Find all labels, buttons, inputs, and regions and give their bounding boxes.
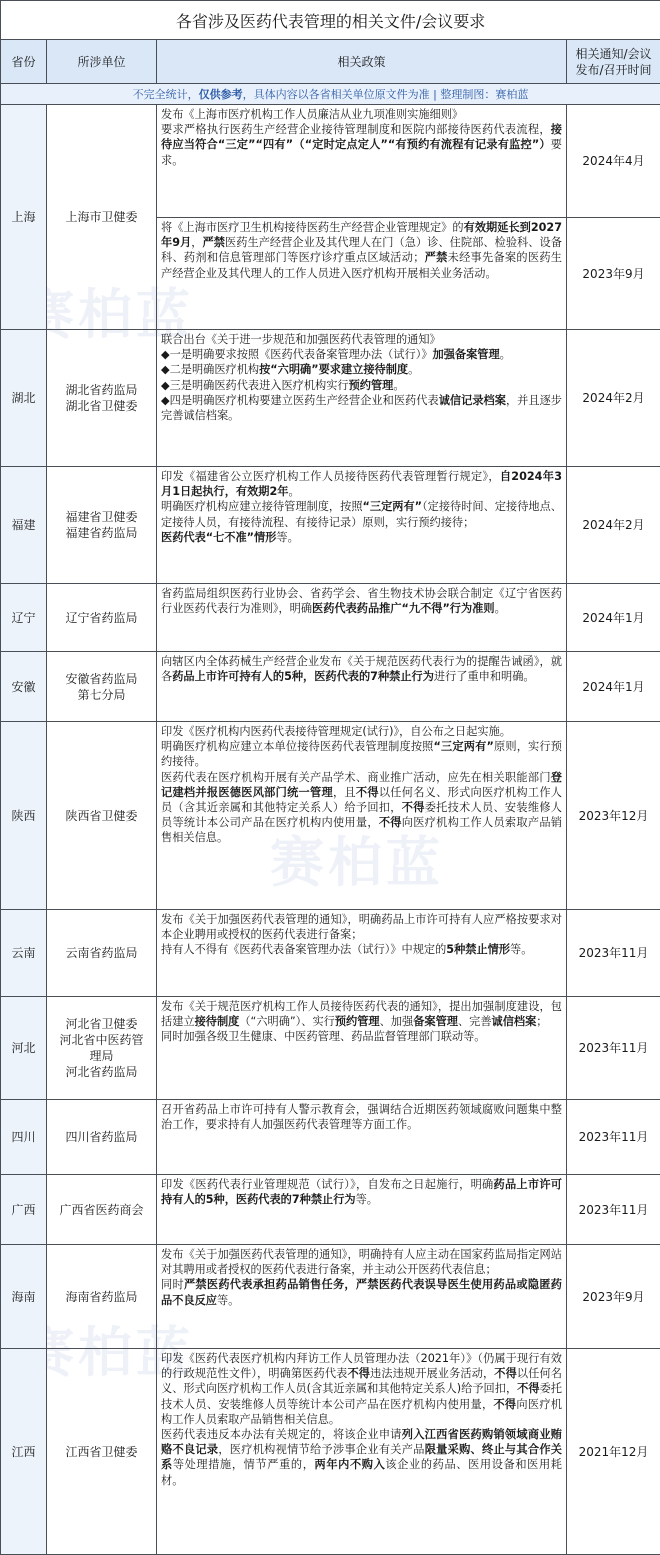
- unit-cell: [47, 1245, 157, 1349]
- policy-cell: 向辖区内全体药械生产经营企业发布《关于规范医药代表行为的提醒告诫函》，就各药品上市许可持有人的5种，医药代表的7种禁止行为进行了重申和明确。: [157, 652, 567, 722]
- table-row: [1, 722, 660, 910]
- date-cell: 2024年1月: [567, 584, 660, 652]
- policy-cell: 发布《关于规范医疗机构工作人员接待医药代表的通知》，提出加强制度建设，包括建立接待制度（“六明确”）、实行预约管理、加强备案管理、完善诚信档案； 同时加强各级卫生健康、中医药管理、药品监督管理部门联动等。: [157, 997, 567, 1100]
- date-cell: 2024年4月: [567, 105, 660, 218]
- province-cell: 云南: [1, 910, 47, 997]
- policy-cell: 发布《关于加强医药代表管理的通知》，明确持有人应主动在国家药监局指定网站对其聘用或者授权的医药代表进行备案，并主动公开医药代表信息； 同时严禁医药代表承担药品销售任务，严禁医药代表误导医生使用药品或隐匿药品不良反应等。: [157, 1245, 567, 1349]
- unit-line: 湖北省卫健委: [47, 398, 156, 414]
- table-body: [1, 105, 660, 1555]
- header-policy: 相关政策: [157, 40, 567, 84]
- table-row: [1, 467, 660, 584]
- province-cell: 福建: [1, 467, 47, 584]
- note-bold: 仅供参考: [199, 88, 243, 101]
- unit-line: 理局: [47, 1048, 156, 1064]
- province-cell: 陕西: [1, 722, 47, 910]
- table-row: [1, 584, 660, 652]
- unit-cell: [47, 467, 157, 584]
- policy-cell: 联合出台《关于进一步规范和加强医药代表管理的通知》 ◆一是明确要求按照《医药代表备案管理办法（试行）》加强备案管理。 ◆二是明确医疗机构按“六明确”要求建立接待制度。 ◆三是明确医药代表进入医疗机构实行预约管理。 ◆四是明确医疗机构要建立医药生产经营企业和医药代表诚信记录档案，并且逐步完善诚信档案。: [157, 330, 567, 467]
- unit-cell: [47, 910, 157, 997]
- table-row: [1, 1245, 660, 1349]
- date-cell: 2023年11月: [567, 1175, 660, 1245]
- date-cell: 2024年1月: [567, 652, 660, 722]
- table-row: [1, 652, 660, 722]
- policy-cell: 印发《医药代表行业管理规范（试行）》，自发布之日起施行，明确药品上市许可持有人的5种，医药代表的7种禁止行为等。: [157, 1175, 567, 1245]
- policy-cell: 将《上海市医疗卫生机构接待医药生产经营企业管理规定》的有效期延长到2027年9月，严禁医药生产经营企业及其代理人在门（急）诊、住院部、检验科、设备科、药剂和信息管理部门等医疗诊疗重点区域活动；严禁未经事先备案的医药生产经营企业及其代理人的工作人员进入医疗机构开展相关业务活动。: [157, 218, 567, 330]
- date-cell: 2024年2月: [567, 330, 660, 467]
- province-cell: 湖北: [1, 330, 47, 467]
- province-cell: 四川: [1, 1100, 47, 1175]
- table-row: [1, 1175, 660, 1245]
- policy-cell: 印发《医疗机构内医药代表接待管理规定(试行)》，自公布之日起实施。 明确医疗机构应建立本单位接待医药代表管理制度按照“三定两有”原则，实行预约接待。 医药代表在医疗机构开展有关产品学术、商业推广活动，应先在相关职能部门登记建档并报医德医风部门统一管理，且不得以任何名义、形式向医疗机构工作人员（含其近亲属和其他特定关系人）给予回扣，不得委托技术人员、安装维修人员等统计本公司产品在医疗机构内使用量，不得向医疗机构工作人员索取产品销售相关信息。: [157, 722, 567, 910]
- table-row: [1, 1349, 660, 1555]
- unit-cell: [47, 722, 157, 910]
- table-row: [1, 997, 660, 1100]
- date-cell: 2024年2月: [567, 467, 660, 584]
- policy-cell: 发布《上海市医疗机构工作人员廉洁从业九项准则实施细则》 要求严格执行医药生产经营企业接待管理制度和医院内部接待医药代表流程，接待应当符合“三定”“四有”（“定时定点定人”“有预约有流程有记录有监控”）要求。: [157, 105, 567, 218]
- table-title: 各省涉及医药代表管理的相关文件/会议要求: [1, 1, 660, 40]
- unit-cell: [47, 1175, 157, 1245]
- date-cell: 2023年11月: [567, 1100, 660, 1175]
- policy-cell: 省药监局组织医药行业协会、省药学会、省生物技术协会联合制定《辽宁省医药行业医药代表行为准则》，明确医药代表药品推广“九不得”行为准则。: [157, 584, 567, 652]
- note-part2: ，具体内容以各省相关单位原文件为准 | 整理制图：赛柏蓝: [243, 88, 529, 101]
- unit-line: 湖北省药监局: [47, 382, 156, 398]
- header-row: [1, 40, 660, 84]
- watermark: 赛柏蓝: [270, 820, 444, 897]
- unit-line: 河北省中医药管: [47, 1032, 156, 1048]
- header-date: [567, 40, 660, 84]
- unit-line: 福建省卫健委: [47, 509, 156, 525]
- unit-line: 陕西省卫健委: [47, 808, 156, 824]
- policy-cell: 召开省药品上市许可持有人警示教育会，强调结合近期医药领域腐败问题集中整治工作，要求持有人加强医药代表管理等方面工作。: [157, 1100, 567, 1175]
- unit-line: 广西省医药商会: [47, 1202, 156, 1218]
- date-cell: 2023年11月: [567, 910, 660, 997]
- policy-cell: 印发《福建省公立医疗机构工作人员接待医药代表管理暂行规定》，自2024年3月1日起执行，有效期2年。 明确医疗机构应建立接待管理制度，按照“三定两有”（定接待时间、定接待地点、定接待人员，有接待流程、有接待记录）原则，实行预约接待； 医药代表“七不准”情形等。: [157, 467, 567, 584]
- table-row: [1, 910, 660, 997]
- header-date-line2: 发布/召开时间: [567, 62, 660, 78]
- disclaimer-note: [1, 84, 660, 105]
- province-cell: 安徽: [1, 652, 47, 722]
- date-cell: 2023年9月: [567, 218, 660, 330]
- province-cell: 上海: [1, 105, 47, 330]
- unit-line: 上海市卫健委: [47, 209, 156, 225]
- date-cell: 2023年9月: [567, 1245, 660, 1349]
- unit-line: 河北省药监局: [47, 1064, 156, 1080]
- unit-cell: [47, 105, 157, 330]
- unit-line: 安徽省药监局: [47, 671, 156, 687]
- unit-cell: [47, 1349, 157, 1555]
- unit-line: 辽宁省药监局: [47, 610, 156, 626]
- header-date-line1: 相关通知/会议: [567, 46, 660, 62]
- header-unit: 所涉单位: [47, 40, 157, 84]
- province-cell: 海南: [1, 1245, 47, 1349]
- unit-line: 福建省药监局: [47, 525, 156, 541]
- unit-line: 河北省卫健委: [47, 1016, 156, 1032]
- unit-cell: [47, 652, 157, 722]
- policy-cell: 发布《关于加强医药代表管理的通知》，明确药品上市许可持有人应严格按要求对本企业聘用或授权的医药代表进行备案； 持有人不得有《医药代表备案管理办法（试行）》中规定的5种禁止情形等。: [157, 910, 567, 997]
- policy-cell: 印发《医药代表医疗机构内拜访工作人员管理办法（2021年）》（仍属于现行有效的行政规范性文件），明确第医药代表不得违法违规开展业务活动，不得以任何名义、形式向医疗机构工作人员(含其近亲属和其他特定关系人)给予回扣，不得委托技术人员、安装维修人员等统计本公司产品在医疗机构内使用量，不得向医疗机构工作人员索取产品销售相关信息。 医药代表违反本办法有关规定的，将该企业申请列入江西省医药购销领域商业贿赂不良记录，医疗机构视情节给予涉事企业有关产品限量采购、终止与其合作关系等处理措施，情节严重的，两年内不购入该企业的药品、医用设备和医用耗材。: [157, 1349, 567, 1555]
- unit-line: 四川省药监局: [47, 1129, 156, 1145]
- date-cell: 2023年12月: [567, 722, 660, 910]
- unit-cell: [47, 584, 157, 652]
- table-row: [1, 330, 660, 467]
- province-cell: 河北: [1, 997, 47, 1100]
- date-cell: 2021年12月: [567, 1349, 660, 1555]
- province-cell: 辽宁: [1, 584, 47, 652]
- unit-line: 江西省卫健委: [47, 1444, 156, 1460]
- table-row: [1, 1100, 660, 1175]
- unit-line: 第七分局: [47, 687, 156, 703]
- date-cell: 2023年11月: [567, 997, 660, 1100]
- unit-line: 云南省药监局: [47, 945, 156, 961]
- watermark: 赛柏蓝: [20, 272, 194, 349]
- table-row: [1, 105, 660, 218]
- note-part1: 不完全统计，: [133, 88, 199, 101]
- unit-line: 海南省药监局: [47, 1289, 156, 1305]
- unit-cell: [47, 1100, 157, 1175]
- province-cell: 广西: [1, 1175, 47, 1245]
- unit-cell: [47, 997, 157, 1100]
- province-cell: 江西: [1, 1349, 47, 1555]
- header-province: 省份: [1, 40, 47, 84]
- watermark: 赛柏蓝: [20, 1310, 194, 1387]
- unit-cell: [47, 330, 157, 467]
